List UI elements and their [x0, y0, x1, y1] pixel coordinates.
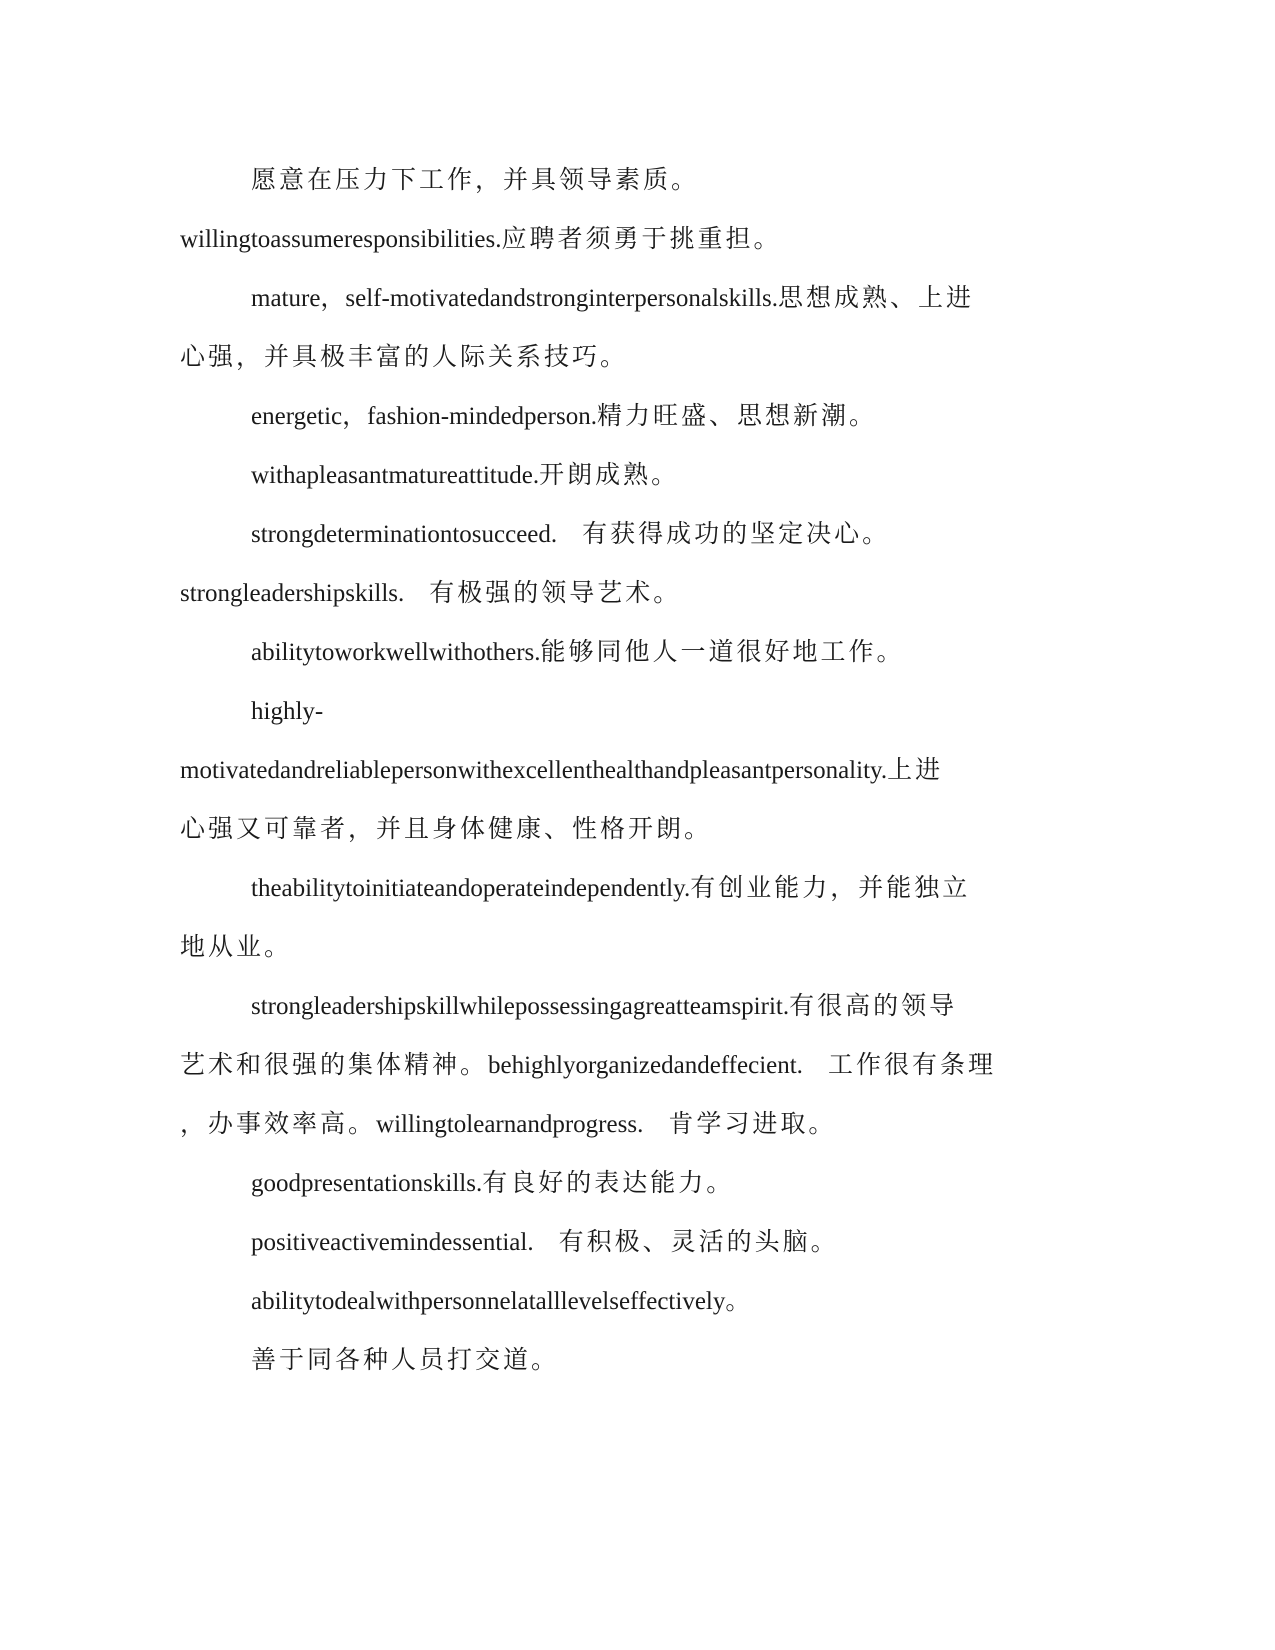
- text-line: [251, 520, 890, 550]
- chinese-text: 开朗成熟。: [539, 462, 680, 489]
- text-line: [251, 992, 957, 1022]
- chinese-text: 有获得成功的坚定决心。: [582, 521, 891, 548]
- english-text: goodpresentationskills.: [251, 1170, 483, 1197]
- english-text: motivatedandreliablepersonwithexcellenthealthandpleasantpersonality.: [180, 757, 888, 784]
- chinese-text: 心强又可靠者，并且身体健康、性格开朗。: [180, 816, 713, 843]
- chinese-text: 能够同他人一道很好地工作。: [540, 639, 905, 666]
- english-text: willingtoassumeresponsibilities.: [180, 226, 502, 253]
- text-line: [180, 579, 681, 609]
- chinese-text: 愿意在压力下工作，并具领导素质。: [251, 167, 700, 194]
- text-line: [180, 815, 712, 845]
- english-text: positiveactivemindessential.: [251, 1229, 534, 1256]
- text-line: [180, 933, 292, 963]
- text-line: [251, 874, 970, 904]
- english-text: abilitytodealwithpersonnelatalllevelseffectively: [251, 1288, 726, 1315]
- text-line: [180, 1110, 836, 1140]
- english-text: strongleadershipskillwhilepossessingagreatteamspirit.: [251, 993, 790, 1020]
- text-line: [251, 697, 323, 727]
- chinese-text: 有很高的领导: [789, 993, 958, 1020]
- english-text: highly-: [251, 698, 324, 725]
- text-line: [251, 1169, 734, 1199]
- text-line: [180, 343, 628, 373]
- chinese-text: 有创业能力，并能独立: [690, 875, 971, 902]
- text-line: [251, 402, 877, 432]
- text-line: [251, 1287, 753, 1317]
- chinese-text: 艺术和很强的集体精神。: [180, 1052, 489, 1079]
- text-line: [251, 1228, 839, 1258]
- chinese-text: 有极强的领导艺术。: [429, 580, 682, 607]
- chinese-text: 地从业。: [180, 934, 293, 961]
- english-text: strongleadershipskills.: [180, 580, 405, 607]
- chinese-text: 肯学习进取。: [668, 1111, 837, 1138]
- english-text: withapleasantmatureattitude.: [251, 462, 540, 489]
- chinese-text: 精力旺盛、思想新潮。: [596, 403, 877, 430]
- chinese-text: 。: [725, 1288, 754, 1315]
- text-line: [180, 756, 943, 786]
- chinese-text: 上进: [887, 757, 944, 784]
- text-line: [251, 638, 905, 668]
- chinese-text: 心强，并具极丰富的人际关系技巧。: [180, 344, 629, 371]
- text-line: [251, 461, 679, 491]
- chinese-text: 有积极、灵活的头脑。: [558, 1229, 839, 1256]
- text-line: [251, 1346, 559, 1376]
- english-text: strongdeterminationtosucceed.: [251, 521, 558, 548]
- english-text: abilitytoworkwellwithothers.: [251, 639, 541, 666]
- chinese-text: 有良好的表达能力。: [482, 1170, 735, 1197]
- text-line: [251, 166, 699, 196]
- chinese-text: 思想成熟、上进: [777, 285, 974, 312]
- text-line: [251, 284, 974, 314]
- chinese-text: 善于同各种人员打交道。: [251, 1347, 560, 1374]
- chinese-text: 工作很有条理: [827, 1052, 996, 1079]
- english-text: energetic，fashion-mindedperson.: [251, 403, 597, 430]
- english-text: mature，self-motivatedandstronginterpersonalskills.: [251, 285, 778, 312]
- chinese-text: 应聘者须勇于挑重担。: [501, 226, 782, 253]
- english-text: theabilitytoinitiateandoperateindependently.: [251, 875, 691, 902]
- chinese-text: ，办事效率高。: [180, 1111, 377, 1138]
- text-line: [180, 1051, 996, 1081]
- english-text: behighlyorganizedandeffecient.: [488, 1052, 803, 1079]
- text-line: [180, 225, 782, 255]
- english-text: willingtolearnandprogress.: [376, 1111, 644, 1138]
